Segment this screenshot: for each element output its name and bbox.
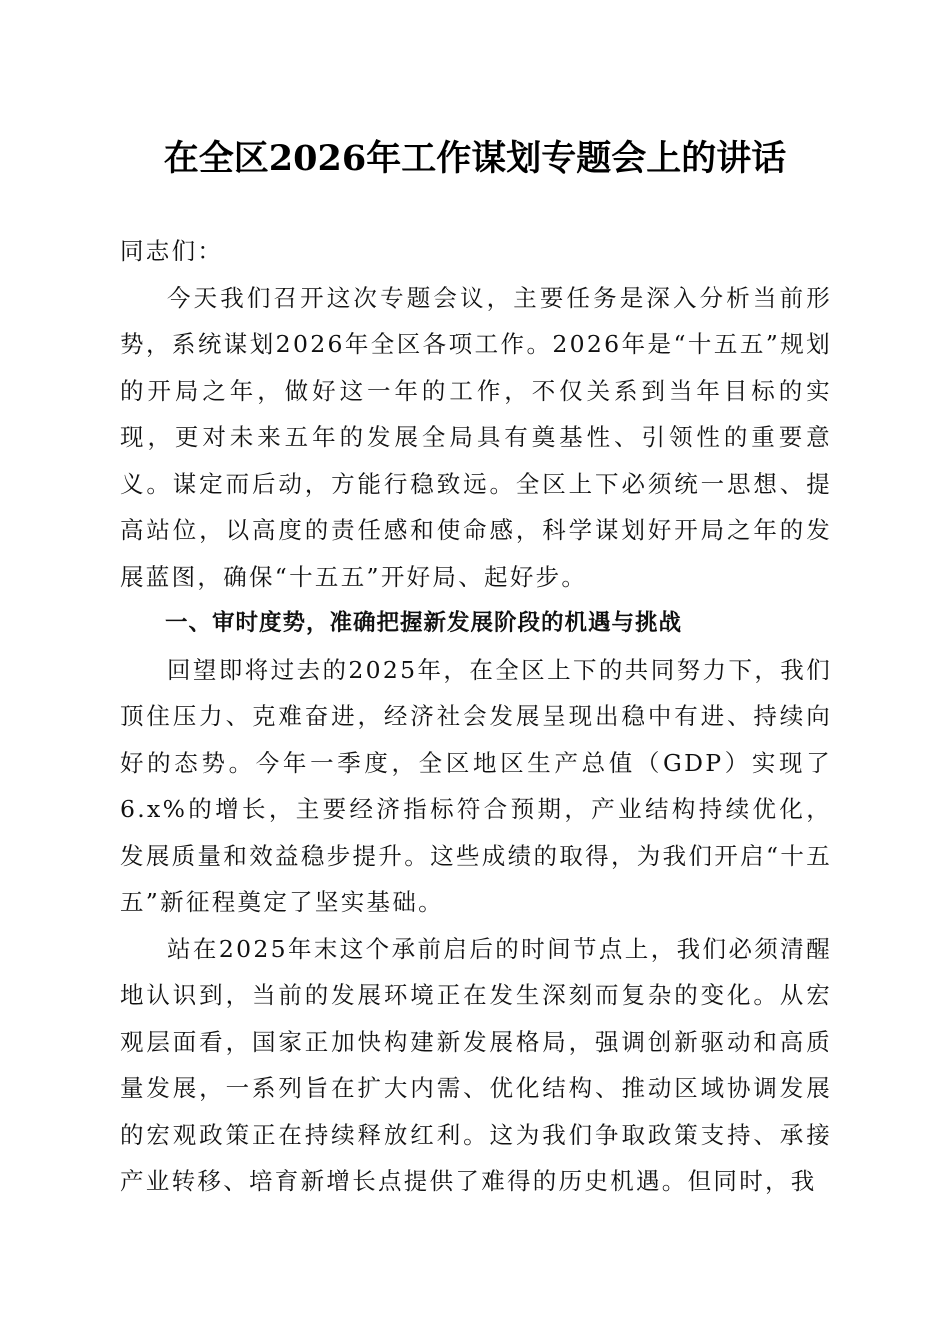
section-heading-1: 一、审时度势，准确把握新发展阶段的机遇与挑战 xyxy=(165,610,683,636)
paragraph-review: 回望即将过去的2025年，在全区上下的共同努力下，我们顶住压力、克难奋进，经济社会发展呈现出稳中有进、持续向好的态势。今年一季度，全区地区生产总值（GDP）实现了6.x%的增长，主要经济指标符合预期，产业结构持续优化，发展质量和效益稳步提升。这些成绩的取得，为我们开启“十五五”新征程奠定了坚实基础。 xyxy=(120,655,832,916)
salutation: 同志们： xyxy=(120,237,224,265)
document-body xyxy=(120,228,832,1205)
paragraph-intro: 今天我们召开这次专题会议，主要任务是深入分析当前形势，系统谋划2026年全区各项工作。2026年是“十五五”规划的开局之年，做好这一年的工作，不仅关系到当年目标的实现，更对未来五年的发展全局具有奠基性、引领性的重要意义。谋定而后动，方能行稳致远。全区上下必须统一思想、提高站位，以高度的责任感和使命感，科学谋划好开局之年的发展蓝图，确保“十五五”开好局、起好步。 xyxy=(120,283,832,591)
paragraph-environment: 站在2025年末这个承前启后的时间节点上，我们必须清醒地认识到，当前的发展环境正在发生深刻而复杂的变化。从宏观层面看，国家正加快构建新发展格局，强调创新驱动和高质量发展，一系列旨在扩大内需、优化结构、推动区域协调发展的宏观政策正在持续释放红利。这为我们争取政策支持、承接产业转移、培育新增长点提供了难得的历史机遇。但同时，我 xyxy=(120,934,832,1195)
document-title: 在全区2026年工作谋划专题会上的讲话 xyxy=(163,138,787,179)
